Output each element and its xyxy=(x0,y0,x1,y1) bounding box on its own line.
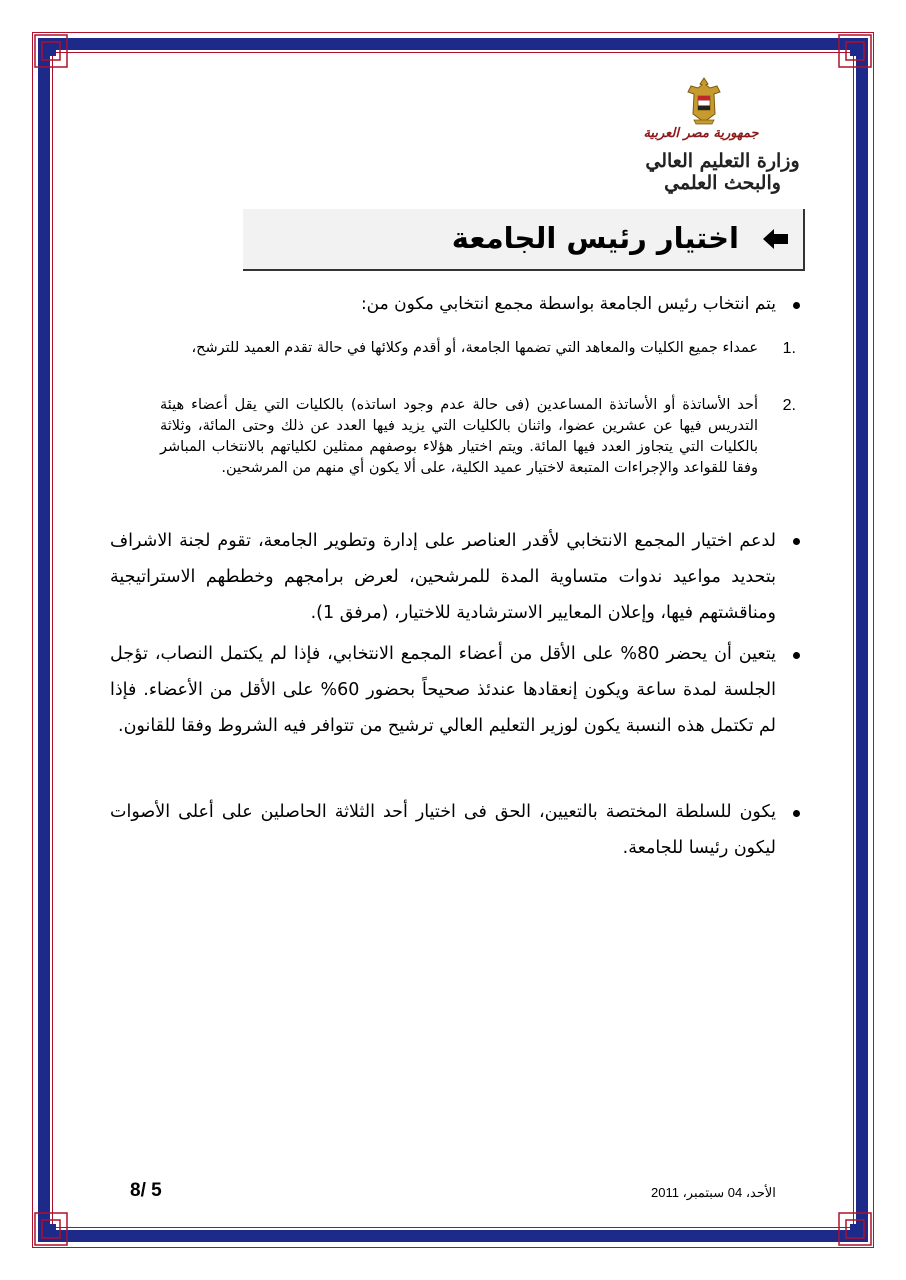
corner-ornament-icon xyxy=(838,1212,872,1246)
page-title: اختيار رئيس الجامعة xyxy=(451,221,739,255)
list-item-2: أحد الأساتذة أو الأساتذة المساعدين (فى حالة عدم وجود اساتذه) بالكليات التي يقل أعضاء هيئة التدريس فيها عن عشرين عضوا، واثنان بالكليات التي يزيد فيها العدد عن ذلك وحتى المائة، وثلاثة بالكليات التي يتجاوز العدد فيها المائة. ويتم اختيار هؤلاء بوصفهم ممثلين لكلياتهم بالانتخاب المباشر وفقا للقواعد والإجراءات المتبعة لاختيار عميد الكلية، على ألا يكون أي منهم من المرشحين. xyxy=(160,397,758,476)
bullet-icon xyxy=(793,538,800,545)
section-title-box xyxy=(243,209,805,271)
logo-ministry-text: وزارة التعليم العالي والبحث العلمي xyxy=(645,150,800,194)
corner-ornament-icon xyxy=(838,34,872,68)
bullet-text-3: يتعين أن يحضر 80% على الأقل من أعضاء المجمع الانتخابي، فإذا لم يكتمل النصاب، تؤجل الجلسة لمدة ساعة ويكون إنعقادها عندئذ صحيحاً بحضور 60% على الأقل من الأعضاء. فإذا لم تكتمل هذه النسبة يكون لوزير التعليم العالي ترشيح من تتوافر فيه الشروط وفقا للقانون. xyxy=(110,644,777,736)
corner-ornament-icon xyxy=(34,1212,68,1246)
bullet-text-1: يتم انتخاب رئيس الجامعة بواسطة مجمع انتخابي مكون من: xyxy=(360,294,776,314)
corner-ornament-icon xyxy=(34,34,68,68)
footer-date: الأحد، 04 سبتمبر، 2011 xyxy=(651,1185,776,1200)
bullet-icon xyxy=(793,810,800,817)
bullet-text-4: يكون للسلطة المختصة بالتعيين، الحق فى اختيار أحد الثلاثة الحاصلين على أعلى الأصوات ليكون رئيسا للجامعة. xyxy=(110,802,776,858)
bullet-icon xyxy=(793,302,800,309)
bullet-icon xyxy=(793,652,800,659)
list-item-1: عمداء جميع الكليات والمعاهد التي تضمها الجامعة، أو أقدم وكلائها في حالة تقدم العميد للترشح، xyxy=(191,340,758,356)
list-number-1: 1. xyxy=(782,340,796,357)
list-number-2: 2. xyxy=(782,397,796,414)
arrow-left-icon xyxy=(763,228,789,250)
bullet-text-2: لدعم اختيار المجمع الانتخابي لأقدر العناصر على إدارة وتطوير الجامعة، تقوم لجنة الاشراف بتحديد مواعيد ندوات متساوية المدة للمرشحين، لعرض برامجهم وخططهم الاستراتيجية ومناقشتهم فيها، وإعلان المعايير الاسترشادية للاختيار، (مرفق 1). xyxy=(110,531,776,623)
page-number: 8/ 5 xyxy=(130,1180,162,1201)
ministry-logo xyxy=(632,72,807,192)
eagle-emblem-icon xyxy=(684,76,724,126)
logo-republic-text: جمهورية مصر العربية xyxy=(643,126,759,141)
